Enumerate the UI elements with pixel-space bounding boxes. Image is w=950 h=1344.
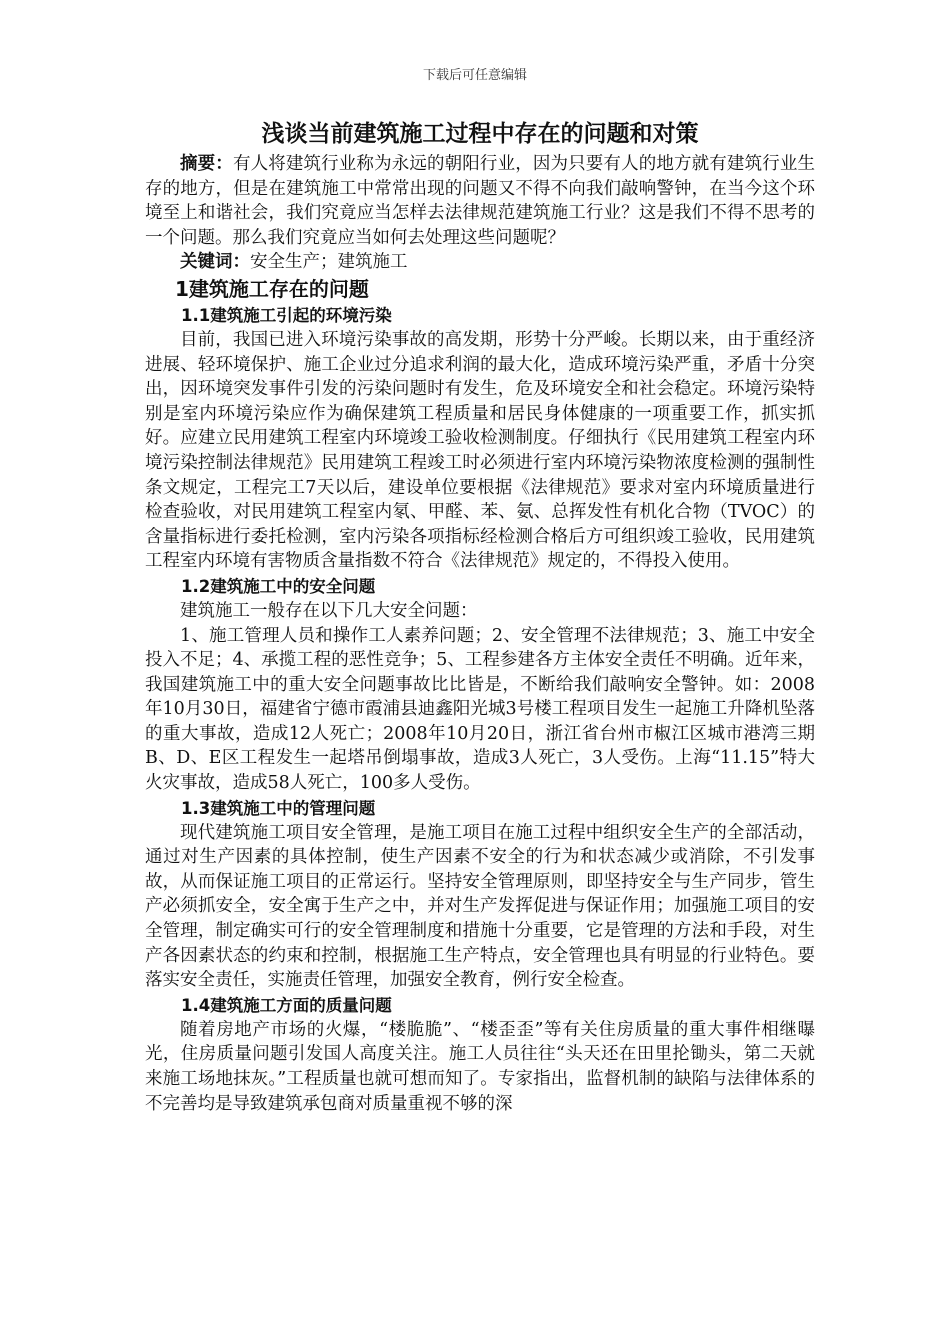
abstract-paragraph bbox=[145, 152, 815, 250]
section-1-4-paragraph: 随着房地产市场的火爆，“楼脆脆”、“楼歪歪”等有关住房质量的重大事件相继曝光，住房质量问题引发国人高度关注。施工人员往往“头天还在田里抡锄头，第二天就来施工场地抹灰。”工程质量也就可想而知了。专家指出，监督机制的缺陷与法律体系的不完善均是导致建筑承包商对质量重视不够的深 bbox=[145, 1019, 815, 1114]
header-note: 下载后可任意编辑 bbox=[422, 68, 527, 83]
keywords-paragraph bbox=[145, 250, 815, 275]
section-1-3-heading: 1.3建筑施工中的管理问题 bbox=[181, 798, 376, 818]
keywords-label: 关键词： bbox=[180, 252, 250, 273]
section-1-2-heading: 1.2建筑施工中的安全问题 bbox=[181, 576, 376, 596]
section-1-1-heading: 1.1建筑施工引起的环境污染 bbox=[181, 305, 392, 325]
abstract-text: 有人将建筑行业称为永远的朝阳行业，因为只要有人的地方就有建筑行业生存的地方，但是在建筑施工中常常出现的问题又不得不向我们敲响警钟，在当今这个环境至上和谐社会，我们究竟应当怎样去法律规范建筑施工行业？这是我们不得不思考的一个问题。那么我们究竟应当如何去处理这些问题呢？ bbox=[145, 154, 816, 248]
section-1-3-paragraph: 现代建筑施工项目安全管理，是施工项目在施工过程中组织安全生产的全部活动，通过对生产因素的具体控制，使生产因素不安全的行为和状态减少或消除，不引发事故，从而保证施工项目的正常运行。坚持安全管理原则，即坚持安全与生产同步，管生产必须抓安全，安全寓于生产之中，并对生产发挥促进与保证作用；加强施工项目的安全管理，制定确实可行的安全管理制度和措施十分重要，它是管理的方法和手段，对生产各因素状态的约束和控制，根据施工生产特点，安全管理也具有明显的行业特色。要落实安全责任，实施责任管理，加强安全教育，例行安全检查。 bbox=[145, 822, 815, 991]
section-1-2-paragraph-1: 建筑施工一般存在以下几大安全问题： bbox=[180, 600, 478, 621]
section-1-4-heading: 1.4建筑施工方面的质量问题 bbox=[181, 995, 392, 1015]
section-1-2-paragraph-2: 1、施工管理人员和操作工人素养问题；2、安全管理不法律规范；3、施工中安全投入不足；4、承揽工程的恶性竞争；5、工程参建各方主体安全责任不明确。近年来，我国建筑施工中的重大安全问题事故比比皆是，不断给我们敲响安全警钟。如：2008年10月30日，福建省宁德市霞浦县迪鑫阳光城3号楼工程项目发生一起施工升降机坠落的重大事故，造成12人死亡；2008年10月20日，浙江省台州市椒江区城市港湾三期B、D、E区工程发生一起塔吊倒塌事故，造成3人死亡，3人受伤。上海“11.15”特大火灾事故，造成58人死亡，100多人受伤。 bbox=[145, 625, 815, 794]
document-body bbox=[145, 118, 815, 1116]
section-1-heading: 1建筑施工存在的问题 bbox=[175, 276, 369, 301]
keywords-text: 安全生产；建筑施工 bbox=[250, 252, 408, 273]
section-1-1-paragraph: 目前，我国已进入环境污染事故的高发期，形势十分严峻。长期以来，由于重经济进展、轻环境保护、施工企业过分追求利润的最大化，造成环境污染严重，矛盾十分突出，因环境突发事件引发的污染问题时有发生，危及环境安全和社会稳定。环境污染特别是室内环境污染应作为确保建筑工程质量和居民身体健康的一项重要工作，抓实抓好。应建立民用建筑工程室内环境竣工验收检测制度。仔细执行《民用建筑工程室内环境污染控制法律规范》民用建筑工程竣工时必须进行室内环境污染物浓度检测的强制性条文规定，工程完工7天以后，建设单位要根据《法律规范》要求对室内环境质量进行检查验收，对民用建筑工程室内氡、甲醛、苯、氨、总挥发性有机化合物（TVOC）的含量指标进行委托检测，室内污染各项指标经检测合格后方可组织竣工验收，民用建筑工程室内环境有害物质含量指数不符合《法律规范》规定的，不得投入使用。 bbox=[145, 329, 815, 572]
document-title: 浅谈当前建筑施工过程中存在的问题和对策 bbox=[261, 121, 699, 147]
abstract-label: 摘要： bbox=[180, 154, 233, 174]
